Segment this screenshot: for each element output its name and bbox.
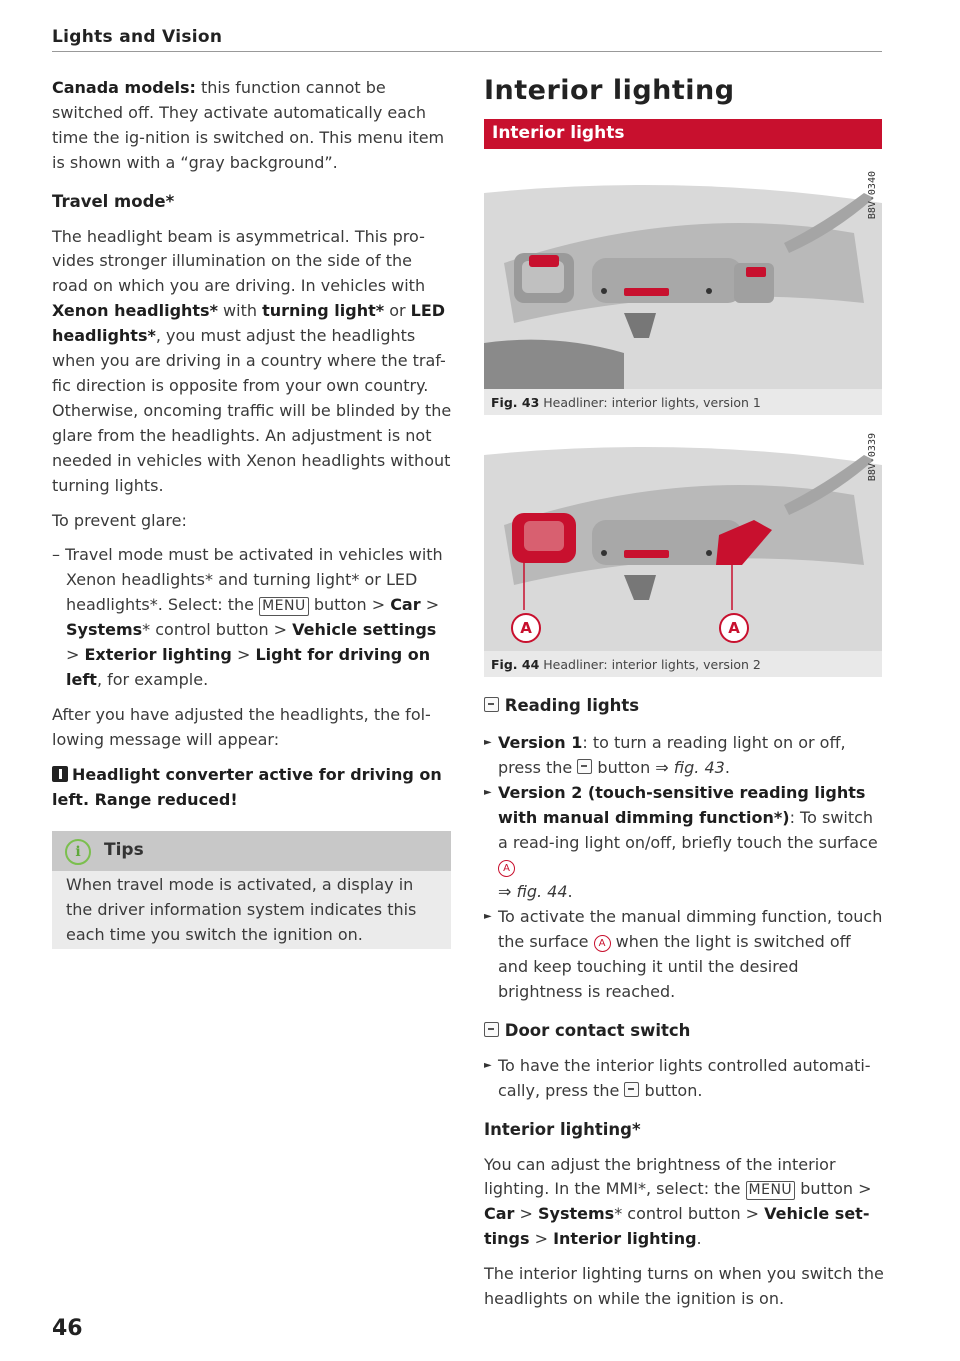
subsection-bar [484,119,882,149]
version-1-item: ► Version 1: to turn a reading light on or off, press the button ⇒ fig. 43. [484,731,884,781]
headlight-warning-icon [52,766,68,782]
door-contact-item: ► To have the interior lights controlled automati-cally, press the button. [484,1054,884,1104]
canada-paragraph: Canada models: this function cannot be switched off. They activate automatically each time the ig-nition is switched on. This menu item is shown with a “gray background”. [52,78,445,172]
menu-key-2: MENU [746,1181,796,1200]
reading-light-button-icon [577,759,592,774]
right-column-text [484,694,884,1312]
interior-lighting-paragraph: You can adjust the brightness of the interior lighting. In the MMI*, select: the MENU button > Car > Systems* control button > Vehicle set-tings > Interior lighting. [484,1154,872,1249]
tips-label: Tips [104,840,144,860]
page-number: 46 [52,1316,83,1341]
dimming-item: ► To activate the manual dimming function, touch the surface A when the light is switched off and keep touching it until the desired brightness is reached. [484,905,884,1005]
tips-header [52,831,451,871]
callout-a-right: A [719,613,749,643]
headliner-illustration-2 [484,425,882,651]
list-item-travel-mode: – Travel mode must be activated in vehicles with Xenon headlights* and turning light* or LED headlights*. Select: the MENU button > Car > Systems* control button > Vehicle settings > Exterior lighting > Light for driving on left, for example. [52,545,443,689]
figure-44 [484,425,882,677]
door-contact-icon [484,1022,499,1037]
after-adjust-paragraph: After you have adjusted the headlights, the fol-lowing message will appear: [52,704,431,749]
interior-lighting-note: The interior lighting turns on when you switch the headlights on while the ignition is on. [484,1264,884,1309]
reading-lights-heading: Reading lights [484,694,884,719]
figure-44-caption: Fig. 44 Headliner: interior lights, version 2 [491,657,761,672]
door-contact-button-icon [624,1082,639,1097]
figure-43 [484,163,882,415]
headliner-illustration-1 [484,163,882,389]
reading-light-icon [484,697,499,712]
version-2-item: ► Version 2 (touch-sensitive reading lights with manual dimming function*): To switch a read-ing light on/off, briefly touch the surface A ⇒ fig. 44. [484,781,884,906]
chapter-title: Interior lighting [484,75,735,106]
figure-43-code: B8V-0340 [867,171,878,220]
headlight-message: Headlight converter active for driving on left. Range reduced! [52,764,442,809]
left-column [52,76,452,812]
surface-a-icon-2: A [594,935,611,952]
tips-text: When travel mode is activated, a display in the driver information system indicates this each time you switch the ignition on. [66,875,417,944]
menu-key: MENU [259,597,309,616]
travel-mode-heading: Travel mode* [52,191,175,211]
travel-mode-paragraph: The headlight beam is asymmetrical. This pro-vides stronger illumination on the side of the road on which you are driving. In vehicles with Xenon headlights* with turning light* or LED headlights*, you must adjust the headlights when you are driving in a country where the traf-fic direction is opposite from your own country. Otherwise, oncoming traffic will be blinded by the glare from the headlights. An adjustment is not needed in vehicles with Xenon headlights without turning lights. [52,226,452,495]
figure-43-caption: Fig. 43 Headliner: interior lights, version 1 [491,395,761,410]
interior-lighting-heading: Interior lighting* [484,1119,641,1139]
door-contact-heading: Door contact switch [484,1019,884,1044]
tips-box [52,831,451,949]
prevent-glare-label: To prevent glare: [52,510,187,530]
callout-a-left: A [511,613,541,643]
surface-a-icon: A [498,860,515,877]
info-icon: i [65,839,91,865]
figure-44-code: B8V-0339 [867,433,878,482]
section-title: Lights and Vision [52,27,223,47]
subsection-title: Interior lights [492,123,625,143]
header-rule [52,51,882,52]
